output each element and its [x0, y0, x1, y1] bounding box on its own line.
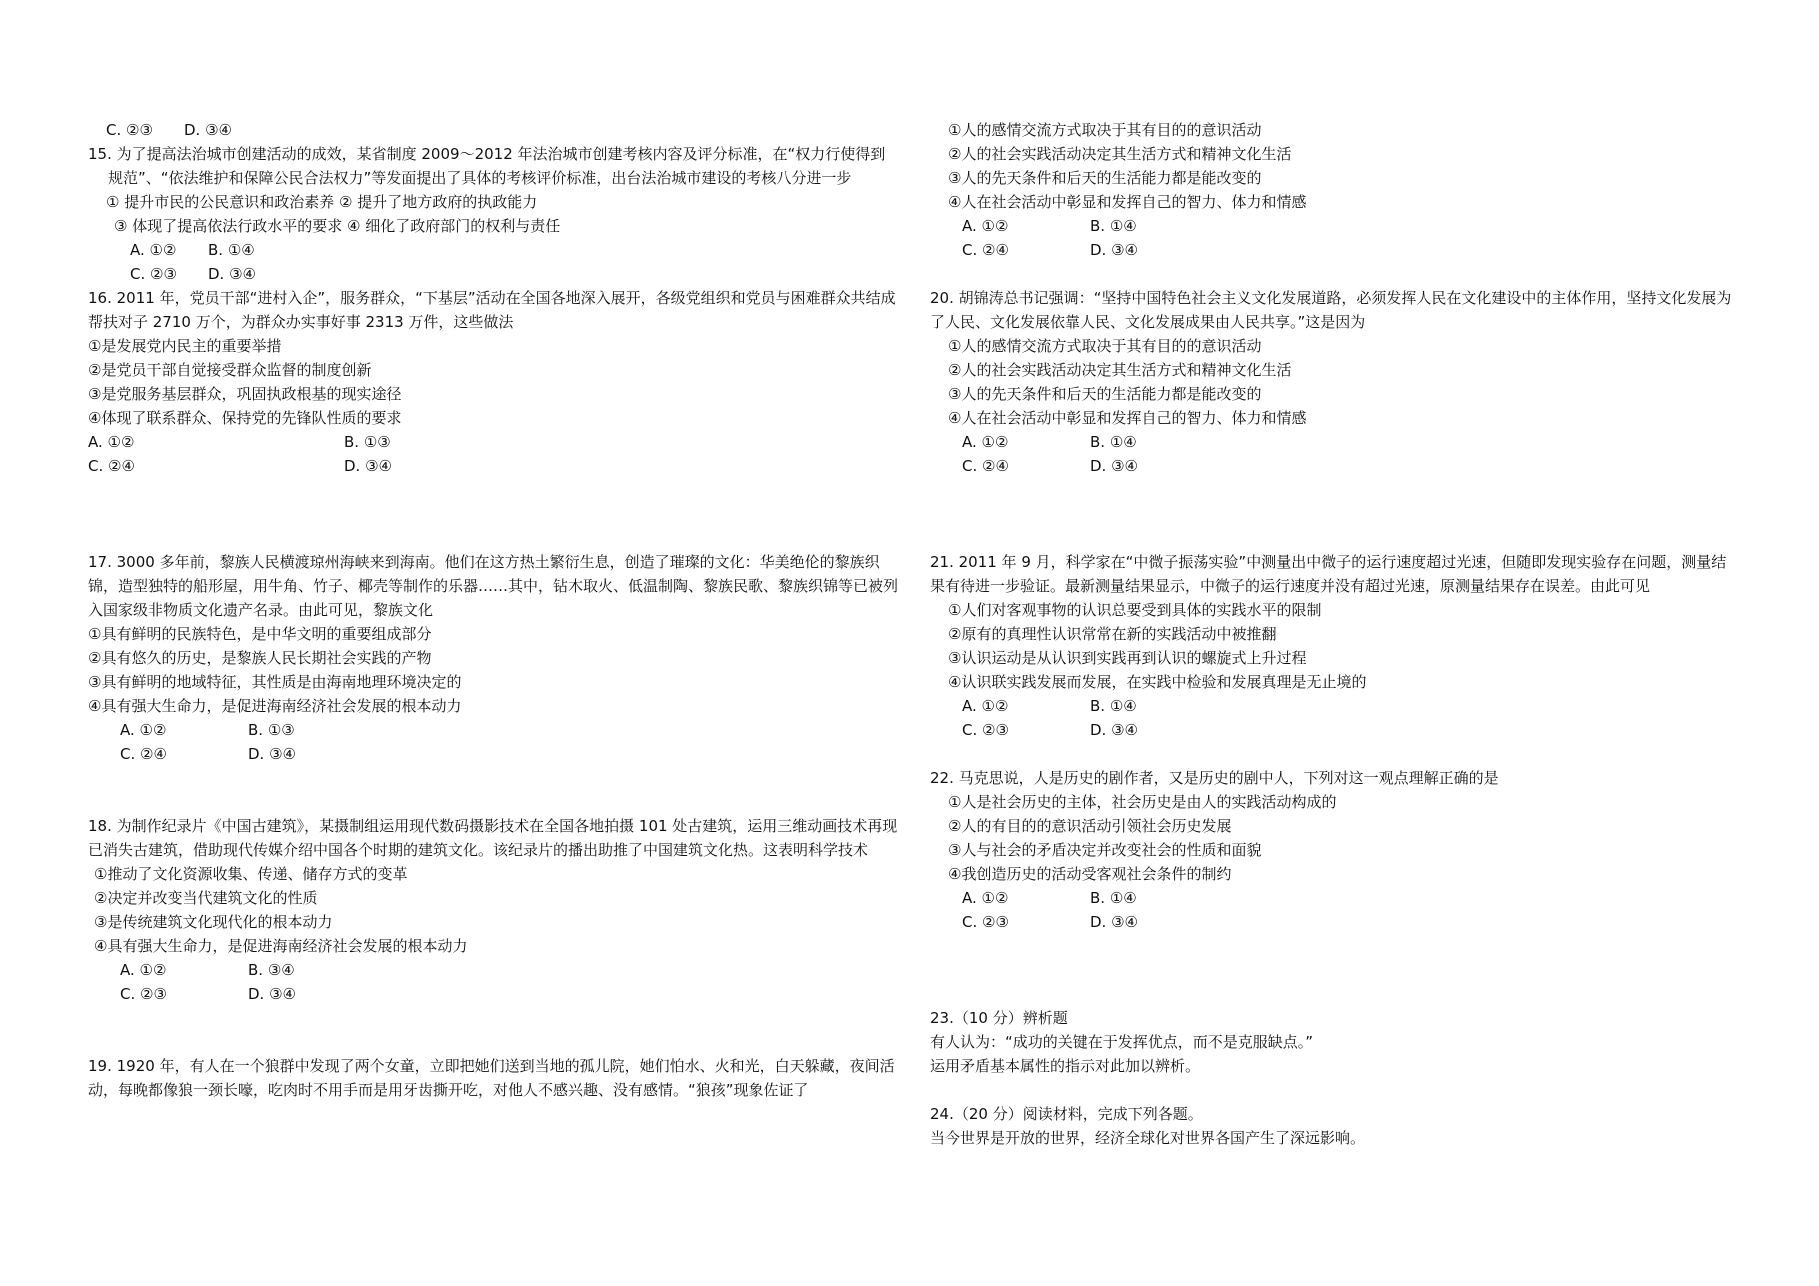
statement: ②原有的真理性认识常常在新的实践活动中被推翻 [948, 625, 1277, 643]
option-b[interactable]: B. ①④ [1090, 889, 1137, 907]
statement: ①人们对客观事物的认识总要受到具体的实践水平的限制 [948, 601, 1322, 619]
option-b[interactable]: B. ①④ [208, 241, 255, 259]
option-c[interactable]: C. ②③ [130, 265, 177, 283]
option-b[interactable]: B. ①③ [248, 721, 295, 739]
statement: ②人的社会实践活动决定其生活方式和精神文化生活 [948, 361, 1292, 379]
option-d[interactable]: D. ③④ [248, 985, 296, 1003]
question-24 [930, 1102, 1740, 1150]
statement: ④我创造历史的活动受客观社会条件的制约 [948, 865, 1232, 883]
statement: ③认识运动是从认识到实践再到认识的螺旋式上升过程 [948, 649, 1307, 667]
option-d[interactable]: D. ③④ [1090, 721, 1138, 739]
left-column [88, 118, 898, 1102]
option-c[interactable]: C. ②③ [106, 121, 153, 139]
option-b[interactable]: B. ③④ [248, 961, 295, 979]
statement: ③是传统建筑文化现代化的根本动力 [94, 913, 333, 931]
option-a[interactable]: A. ①② [962, 433, 1009, 451]
question-18 [88, 814, 898, 1006]
statement: ①人是社会历史的主体，社会历史是由人的实践活动构成的 [948, 793, 1337, 811]
option-d[interactable]: D. ③④ [1090, 241, 1138, 259]
option-b[interactable]: B. ①④ [1090, 433, 1137, 451]
option-a[interactable]: A. ①② [962, 697, 1009, 715]
option-b[interactable]: B. ①④ [1090, 217, 1137, 235]
option-c[interactable]: C. ②④ [88, 457, 135, 475]
question-16 [88, 286, 898, 478]
statement: ③人的先天条件和后天的生活能力都是能改变的 [948, 385, 1262, 403]
option-c[interactable]: C. ②④ [962, 457, 1009, 475]
option-c[interactable]: C. ②③ [962, 721, 1009, 739]
statement: ④体现了联系群众、保持党的先锋队性质的要求 [88, 409, 402, 427]
question-24-line1: 当今世界是开放的世界，经济全球化对世界各国产生了深远影响。 [930, 1129, 1366, 1147]
option-d[interactable]: D. ③④ [1090, 457, 1138, 475]
question-23-line1: 有人认为：“成功的关键在于发挥优点，而不是克服缺点。” [930, 1033, 1314, 1051]
question-15-options-row1 [88, 238, 898, 262]
question-16-options-row2 [88, 454, 898, 478]
statement: ②具有悠久的历史，是黎族人民长期社会实践的产物 [88, 649, 432, 667]
option-d[interactable]: D. ③④ [344, 457, 392, 475]
question-20 [930, 286, 1740, 478]
question-18-options-row2 [88, 982, 898, 1006]
option-d[interactable]: D. ③④ [208, 265, 256, 283]
question-19-continued [930, 118, 1740, 262]
question-18-text: 18. 为制作纪录片《中国古建筑》，某摄制组运用现代数码摄影技术在全国各地拍摄 101 处古建筑，运用三维动画技术再现已消失古建筑，借助现代传媒介绍中国各个时期的建筑文化。该纪录片的播出助推了中国建筑文化热。这表明科学技术 [88, 817, 898, 859]
question-21 [930, 550, 1740, 742]
question-15-statements-2: ③ 体现了提高依法行政水平的要求 ④ 细化了政府部门的权利与责任 [114, 217, 561, 235]
option-c[interactable]: C. ②③ [120, 985, 167, 1003]
option-b[interactable]: B. ①③ [344, 433, 391, 451]
statement: ④人在社会活动中彰显和发挥自己的智力、体力和情感 [948, 409, 1307, 427]
question-19-options-row1 [930, 214, 1740, 238]
statement: ①具有鲜明的民族特色，是中华文明的重要组成部分 [88, 625, 432, 643]
statement: ①人的感情交流方式取决于其有目的的意识活动 [948, 121, 1262, 139]
question-15-statements-1: ① 提升市民的公民意识和政治素养 ② 提升了地方政府的执政能力 [106, 193, 538, 211]
statement: ①推动了文化资源收集、传递、储存方式的变革 [94, 865, 408, 883]
question-20-options-row2 [930, 454, 1740, 478]
question-17-options-row2 [88, 742, 898, 766]
prev-question-options [88, 118, 898, 142]
statement: ③是党服务基层群众，巩固执政根基的现实途径 [88, 385, 402, 403]
question-20-text: 20. 胡锦涛总书记强调：“坚持中国特色社会主义文化发展道路，必须发挥人民在文化建设中的主体作用，坚持文化发展为了人民、文化发展依靠人民、文化发展成果由人民共享。”这是因为 [930, 289, 1732, 331]
statement: ①是发展党内民主的重要举措 [88, 337, 282, 355]
option-c[interactable]: C. ②③ [962, 913, 1009, 931]
question-15 [88, 142, 898, 286]
question-23-line2: 运用矛盾基本属性的指示对此加以辨析。 [930, 1057, 1201, 1075]
question-15-text: 15. 为了提高法治城市创建活动的成效，某省制度 2009～2012 年法治城市创建考核内容及评分标准，在“权力行使得到规范”、“依法维护和保障公民合法权力”等发面提出了具体的考核评价标准，出台法治城市建设的考核八分进一步 [88, 145, 886, 187]
question-15-options-row2 [88, 262, 898, 286]
question-23 [930, 1006, 1740, 1078]
option-a[interactable]: A. ①② [88, 433, 135, 451]
question-16-text: 16. 2011 年，党员干部“进村入企”，服务群众，“下基层”活动在全国各地深入展开，各级党组织和党员与困难群众共结成帮扶对子 2710 万个，为群众办实事好事 2313 万件，这些做法 [88, 289, 896, 331]
question-21-text: 21. 2011 年 9 月，科学家在“中微子振荡实验”中测量出中微子的运行速度超过光速，但随即发现实验存在问题，测量结果有待进一步验证。最新测量结果显示，中微子的运行速度并没有超过光速，原测量结果存在误差。由此可见 [930, 553, 1727, 595]
option-b[interactable]: B. ①④ [1090, 697, 1137, 715]
question-19-text: 19. 1920 年，有人在一个狼群中发现了两个女童，立即把她们送到当地的孤儿院，她们怕水、火和光，白天躲藏，夜间活动，每晚都像狼一颈长嚎，吃肉时不用手而是用牙齿撕开吃，对他人不感兴趣、没有感情。“狼孩”现象佐证了 [88, 1057, 895, 1099]
question-20-options-row1 [930, 430, 1740, 454]
question-19-options-row2 [930, 238, 1740, 262]
option-a[interactable]: A. ①② [962, 217, 1009, 235]
question-17-text: 17. 3000 多年前，黎族人民横渡琼州海峡来到海南。他们在这方热土繁衍生息，创造了璀璨的文化：华美绝伦的黎族织锦，造型独特的船形屋，用牛角、竹子、椰壳等制作的乐器……其中，钻木取火、低温制陶、黎族民歌、黎族织锦等已被列入国家级非物质文化遗产名录。由此可见，黎族文化 [88, 553, 899, 619]
statement: ④具有强大生命力，是促进海南经济社会发展的根本动力 [88, 697, 462, 715]
question-17 [88, 550, 898, 766]
question-17-options-row1 [88, 718, 898, 742]
statement: ①人的感情交流方式取决于其有目的的意识活动 [948, 337, 1262, 355]
option-a[interactable]: A. ①② [130, 241, 177, 259]
question-19 [88, 1054, 898, 1102]
option-d[interactable]: D. ③④ [1090, 913, 1138, 931]
option-d[interactable]: D. ③④ [248, 745, 296, 763]
question-16-options-row1 [88, 430, 898, 454]
question-24-title: 24.（20 分）阅读材料，完成下列各题。 [930, 1105, 1203, 1123]
question-23-title: 23.（10 分）辨析题 [930, 1009, 1068, 1027]
statement: ③人与社会的矛盾决定并改变社会的性质和面貌 [948, 841, 1262, 859]
option-d[interactable]: D. ③④ [184, 121, 232, 139]
statement: ③人的先天条件和后天的生活能力都是能改变的 [948, 169, 1262, 187]
option-a[interactable]: A. ①② [120, 961, 167, 979]
option-c[interactable]: C. ②④ [120, 745, 167, 763]
question-18-options-row1 [88, 958, 898, 982]
statement: ②人的有目的的意识活动引领社会历史发展 [948, 817, 1232, 835]
option-a[interactable]: A. ①② [120, 721, 167, 739]
question-22-options-row2 [930, 910, 1740, 934]
option-c[interactable]: C. ②④ [962, 241, 1009, 259]
question-21-options-row1 [930, 694, 1740, 718]
question-22 [930, 766, 1740, 934]
statement: ④具有强大生命力，是促进海南经济社会发展的根本动力 [94, 937, 468, 955]
statement: ③具有鲜明的地域特征，其性质是由海南地理环境决定的 [88, 673, 462, 691]
question-22-text: 22. 马克思说，人是历史的剧作者，又是历史的剧中人，下列对这一观点理解正确的是 [930, 769, 1499, 787]
option-a[interactable]: A. ①② [962, 889, 1009, 907]
statement: ④人在社会活动中彰显和发挥自己的智力、体力和情感 [948, 193, 1307, 211]
statement: ②决定并改变当代建筑文化的性质 [94, 889, 318, 907]
statement: ②是党员干部自觉接受群众监督的制度创新 [88, 361, 372, 379]
statement: ②人的社会实践活动决定其生活方式和精神文化生活 [948, 145, 1292, 163]
question-21-options-row2 [930, 718, 1740, 742]
question-22-options-row1 [930, 886, 1740, 910]
statement: ④认识联实践发展而发展，在实践中检验和发展真理是无止境的 [948, 673, 1367, 691]
right-column [930, 118, 1740, 1150]
